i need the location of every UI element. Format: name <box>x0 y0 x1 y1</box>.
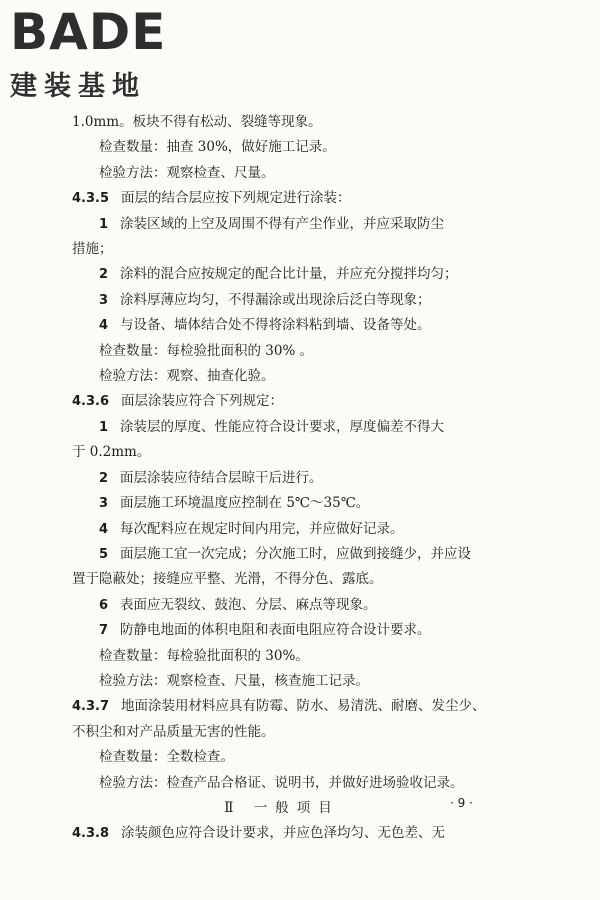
item-number: 7 <box>99 623 109 639</box>
clause-text: 面层的结合层应按下列规定进行涂装： <box>121 190 351 207</box>
item-number: 6 <box>99 597 109 613</box>
item-number: 4 <box>99 318 109 334</box>
item-number: 1 <box>99 419 109 435</box>
list-item <box>72 491 492 516</box>
item-text: 与设备、墙体结合处不得将涂料粘到墙、设备等处。 <box>120 317 431 334</box>
logo-brand-name: BADE <box>10 3 167 61</box>
item-number: 5 <box>99 546 109 562</box>
clause-text: 涂装颜色应符合设计要求，并应色泽均匀、无色差、无 <box>121 825 446 842</box>
clause-4-3-6 <box>72 389 492 414</box>
item-text: 涂料的混合应按规定的配合比计量，并应充分搅拌均匀； <box>120 266 458 283</box>
inspection-quantity: 检查数量：每检验批面积的 30% 。 <box>99 342 314 359</box>
list-item <box>72 542 492 567</box>
logo-brand-name-cn: 建装基地 <box>10 71 146 102</box>
inspection-method: 检验方法：观察检查、尺量。 <box>99 164 275 181</box>
list-item <box>72 212 492 237</box>
item-number: 2 <box>99 470 109 486</box>
item-text: 涂装层的厚度、性能应符合设计要求，厚度偏差不得大 <box>120 418 445 435</box>
clause-4-3-5 <box>72 186 492 211</box>
list-item <box>72 466 492 491</box>
list-item <box>72 415 492 440</box>
list-item <box>72 288 492 313</box>
item-text: 面层涂装应待结合层晾干后进行。 <box>120 469 323 486</box>
clause-4-3-8 <box>72 821 492 846</box>
item-text: 表面应无裂纹、鼓泡、分层、麻点等现象。 <box>120 596 377 613</box>
section-heading: Ⅱ 一般项目 <box>224 799 340 816</box>
item-number: 4 <box>99 521 109 537</box>
inspection-quantity: 检查数量：抽查 30%，做好施工记录。 <box>99 139 336 156</box>
document-body <box>72 110 492 847</box>
clause-text: 面层涂装应符合下列规定： <box>121 393 284 410</box>
item-number: 3 <box>99 496 109 512</box>
item-number: 3 <box>99 292 109 308</box>
item-number: 1 <box>99 216 109 232</box>
item-text: 面层施工环境温度应控制在 5℃～35℃。 <box>120 495 370 512</box>
text-line: 措施； <box>72 241 113 258</box>
text-line: 不积尘和对产品质量无害的性能。 <box>72 723 275 740</box>
list-item <box>72 593 492 618</box>
list-item <box>72 262 492 287</box>
list-item <box>72 313 492 338</box>
clause-text: 地面涂装用材料应具有防霉、防水、易清洗、耐磨、发尘少、 <box>121 698 486 715</box>
inspection-method: 检验方法：检查产品合格证、说明书，并做好进场验收记录。 <box>99 774 464 791</box>
text-line: 置于隐蔽处；接缝应平整、光滑，不得分色、露底。 <box>72 571 383 588</box>
list-item <box>72 618 492 643</box>
item-text: 每次配料应在规定时间内用完，并应做好记录。 <box>120 520 404 537</box>
inspection-quantity: 检查数量：每检验批面积的 30%。 <box>99 647 309 664</box>
item-number: 2 <box>99 267 109 283</box>
clause-number: 4.3.8 <box>72 826 110 842</box>
item-text: 防静电地面的体积电阻和表面电阻应符合设计要求。 <box>120 622 431 639</box>
item-text: 涂料厚薄应均匀，不得漏涂或出现涂后泛白等现象； <box>120 291 431 308</box>
text-line: 1.0mm。板块不得有松动、裂缝等现象。 <box>72 114 322 130</box>
clause-number: 4.3.6 <box>72 394 110 410</box>
item-text: 涂装区域的上空及周围不得有产尘作业，并应采取防尘 <box>120 215 445 232</box>
inspection-method: 检验方法：观察检查、尺量，核查施工记录。 <box>99 672 369 689</box>
clause-number: 4.3.7 <box>72 699 110 715</box>
inspection-method: 检验方法：观察、抽查化验。 <box>99 368 275 385</box>
list-item <box>72 517 492 542</box>
clause-4-3-7 <box>72 694 492 719</box>
text-line: 于 0.2mm。 <box>72 444 151 461</box>
item-text: 面层施工宜一次完成；分次施工时，应做到接缝少，并应设 <box>120 545 472 562</box>
bade-logo <box>10 3 185 102</box>
clause-number: 4.3.5 <box>72 191 110 207</box>
inspection-quantity: 检查数量：全数检查。 <box>99 749 234 766</box>
page-number: · 9 · <box>450 796 473 810</box>
